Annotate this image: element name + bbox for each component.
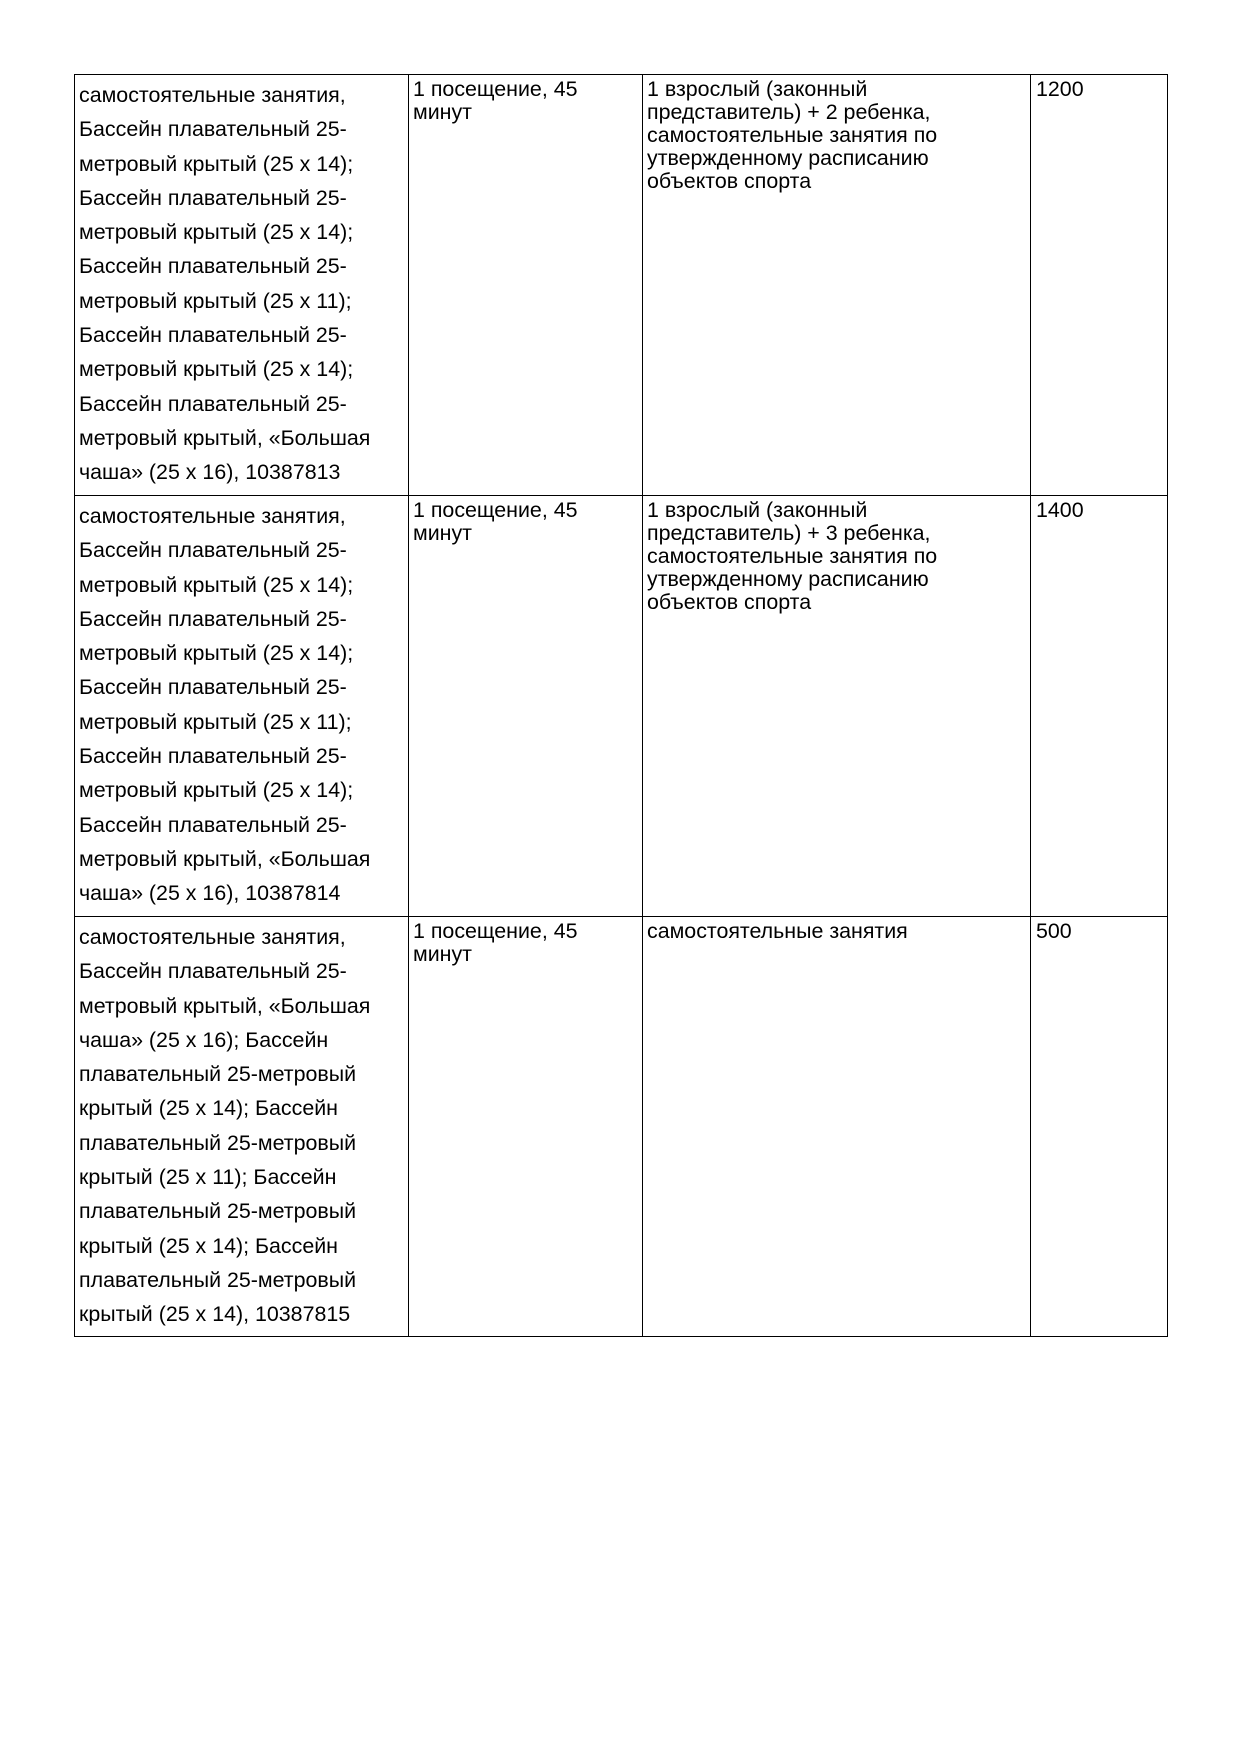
duration-cell — [409, 75, 643, 496]
service-text: самостоятельные занятия, Бассейн плавательный 25- метровый крытый, «Большая чаша» (25 х 16); Бассейн плавательный 25-метровый крытый (25 х 14); Бассейн плавательный 25-метровый крытый (25 х 11); Бассейн плавательный 25-метровый крытый (25 х 14); Бассейн плавательный 25-метровый крытый (25 х 14), 10387815 — [79, 925, 371, 1327]
table-row — [75, 917, 1168, 1337]
service-cell — [75, 917, 409, 1337]
service-text: самостоятельные занятия, Бассейн плавательный 25- метровый крытый (25 х 14); Бассейн плавательный 25- метровый крытый (25 х 14); Бассейн плавательный 25- метровый крытый (25 х 11); Бассейн плавательный 25- метровый крытый (25 х 14); Бассейн плавательный 25- метровый крытый, «Большая чаша» (25 х 16), 10387814 — [79, 504, 371, 906]
description-text: самостоятельные занятия — [647, 919, 908, 943]
duration-cell — [409, 917, 643, 1337]
description-text: 1 взрослый (законный представитель) + 3 ребенка, самостоятельные занятия по утвержденному расписанию объектов спорта — [647, 498, 938, 614]
price-text: 1400 — [1036, 498, 1084, 522]
price-cell — [1031, 496, 1168, 917]
description-cell — [643, 917, 1031, 1337]
price-text: 1200 — [1036, 77, 1084, 101]
price-table — [74, 74, 1168, 1337]
table-row — [75, 75, 1168, 496]
duration-text: 1 посещение, 45 минут — [413, 498, 578, 545]
duration-text: 1 посещение, 45 минут — [413, 77, 578, 124]
duration-text: 1 посещение, 45 минут — [413, 919, 578, 966]
description-cell — [643, 496, 1031, 917]
table-row — [75, 496, 1168, 917]
duration-cell — [409, 496, 643, 917]
description-text: 1 взрослый (законный представитель) + 2 ребенка, самостоятельные занятия по утвержденному расписанию объектов спорта — [647, 77, 938, 193]
price-cell — [1031, 917, 1168, 1337]
service-cell — [75, 75, 409, 496]
service-cell — [75, 496, 409, 917]
price-text: 500 — [1036, 919, 1072, 943]
service-text: самостоятельные занятия, Бассейн плавательный 25- метровый крытый (25 х 14); Бассейн плавательный 25- метровый крытый (25 х 14); Бассейн плавательный 25- метровый крытый (25 х 11); Бассейн плавательный 25- метровый крытый (25 х 14); Бассейн плавательный 25- метровый крытый, «Большая чаша» (25 х 16), 10387813 — [79, 83, 371, 485]
price-cell — [1031, 75, 1168, 496]
description-cell — [643, 75, 1031, 496]
